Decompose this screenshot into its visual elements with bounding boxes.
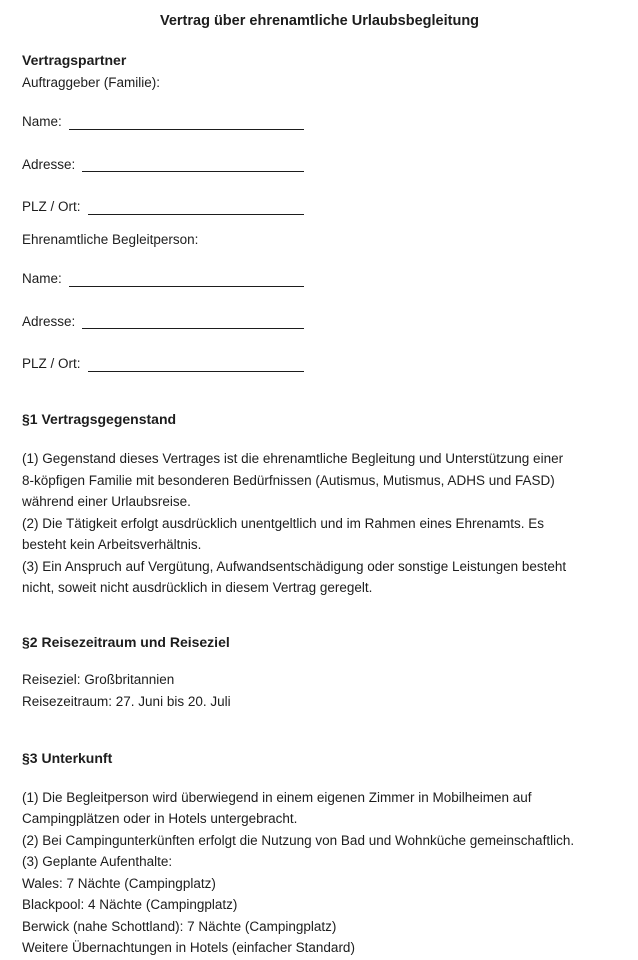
paragraph-line: (1) Die Begleitperson wird überwiegend in einem eigenen Zimmer in Mobilheimen auf — [22, 789, 532, 805]
paragraph-line: Reiseziel: Großbritannien — [22, 672, 175, 687]
client-address-row — [22, 154, 304, 176]
volunteer-address-row — [22, 311, 304, 333]
section2-heading: §2 Reisezeitraum und Reiseziel — [22, 633, 230, 650]
name-field-label: Name: — [22, 271, 62, 286]
volunteer-city-row — [22, 353, 304, 375]
address-blank-line — [82, 171, 304, 172]
paragraph-line: Weitere Übernachtungen in Hotels (einfacher Standard) — [22, 940, 355, 955]
paragraph-line: (1) Gegenstand dieses Vertrages ist die ehrenamtliche Begleitung und Unterstützung einer — [22, 451, 564, 466]
section1-body — [22, 448, 617, 599]
city-blank-line — [88, 214, 304, 215]
paragraph-line: während einer Urlaubsreise. — [22, 494, 191, 509]
paragraph-line: (2) Die Tätigkeit erfolgt ausdrücklich unentgeltlich und im Rahmen eines Ehrenamts. Es — [22, 515, 545, 531]
client-label: Auftraggeber (Familie): — [22, 74, 161, 90]
paragraph-line: 8-köpfigen Familie mit besonderen Bedürfnissen (Autismus, Mutismus, ADHS und FASD) — [22, 472, 555, 488]
section1-heading: §1 Vertragsgegenstand — [22, 410, 177, 427]
name-blank-line — [69, 129, 304, 130]
paragraph-line: Campingplätzen oder in Hotels untergebracht. — [22, 811, 298, 826]
document-title: Vertrag über ehrenamtliche Urlaubsbegleitung — [159, 13, 480, 29]
section3-body — [22, 787, 617, 959]
paragraph-line: Berwick (nahe Schottland): 7 Nächte (Campingplatz) — [22, 918, 337, 934]
address-blank-line — [82, 328, 304, 329]
paragraph-line: Wales: 7 Nächte (Campingplatz) — [22, 875, 216, 891]
address-field-label: Adresse: — [22, 313, 76, 329]
client-city-row — [22, 196, 304, 218]
volunteer-label: Ehrenamtliche Begleitperson: — [22, 231, 199, 247]
partners-heading: Vertragspartner — [22, 52, 127, 68]
city-blank-line — [88, 371, 304, 372]
volunteer-name-row — [22, 268, 304, 290]
paragraph-line: Blackpool: 4 Nächte (Campingplatz) — [22, 897, 238, 912]
paragraph-line: nicht, soweit nicht ausdrücklich in diesem Vertrag geregelt. — [22, 580, 373, 595]
paragraph-line: (3) Geplante Aufenthalte: — [22, 854, 173, 869]
client-name-row — [22, 111, 304, 133]
name-field-label: Name: — [22, 114, 62, 129]
paragraph-line: (2) Bei Campingunterkünften erfolgt die Nutzung von Bad und Wohnküche gemeinschaftlich. — [22, 832, 575, 848]
name-blank-line — [69, 286, 304, 287]
paragraph-line: besteht kein Arbeitsverhältnis. — [22, 537, 202, 552]
address-field-label: Adresse: — [22, 156, 76, 172]
section3-heading: §3 Unterkunft — [22, 750, 113, 766]
city-field-label: PLZ / Ort: — [22, 199, 81, 214]
city-field-label: PLZ / Ort: — [22, 356, 81, 371]
paragraph-line: Reisezeitraum: 27. Juni bis 20. Juli — [22, 693, 231, 709]
section2-body — [22, 669, 617, 712]
paragraph-line: (3) Ein Anspruch auf Vergütung, Aufwandsentschädigung oder sonstige Leistungen besteht — [22, 558, 567, 574]
